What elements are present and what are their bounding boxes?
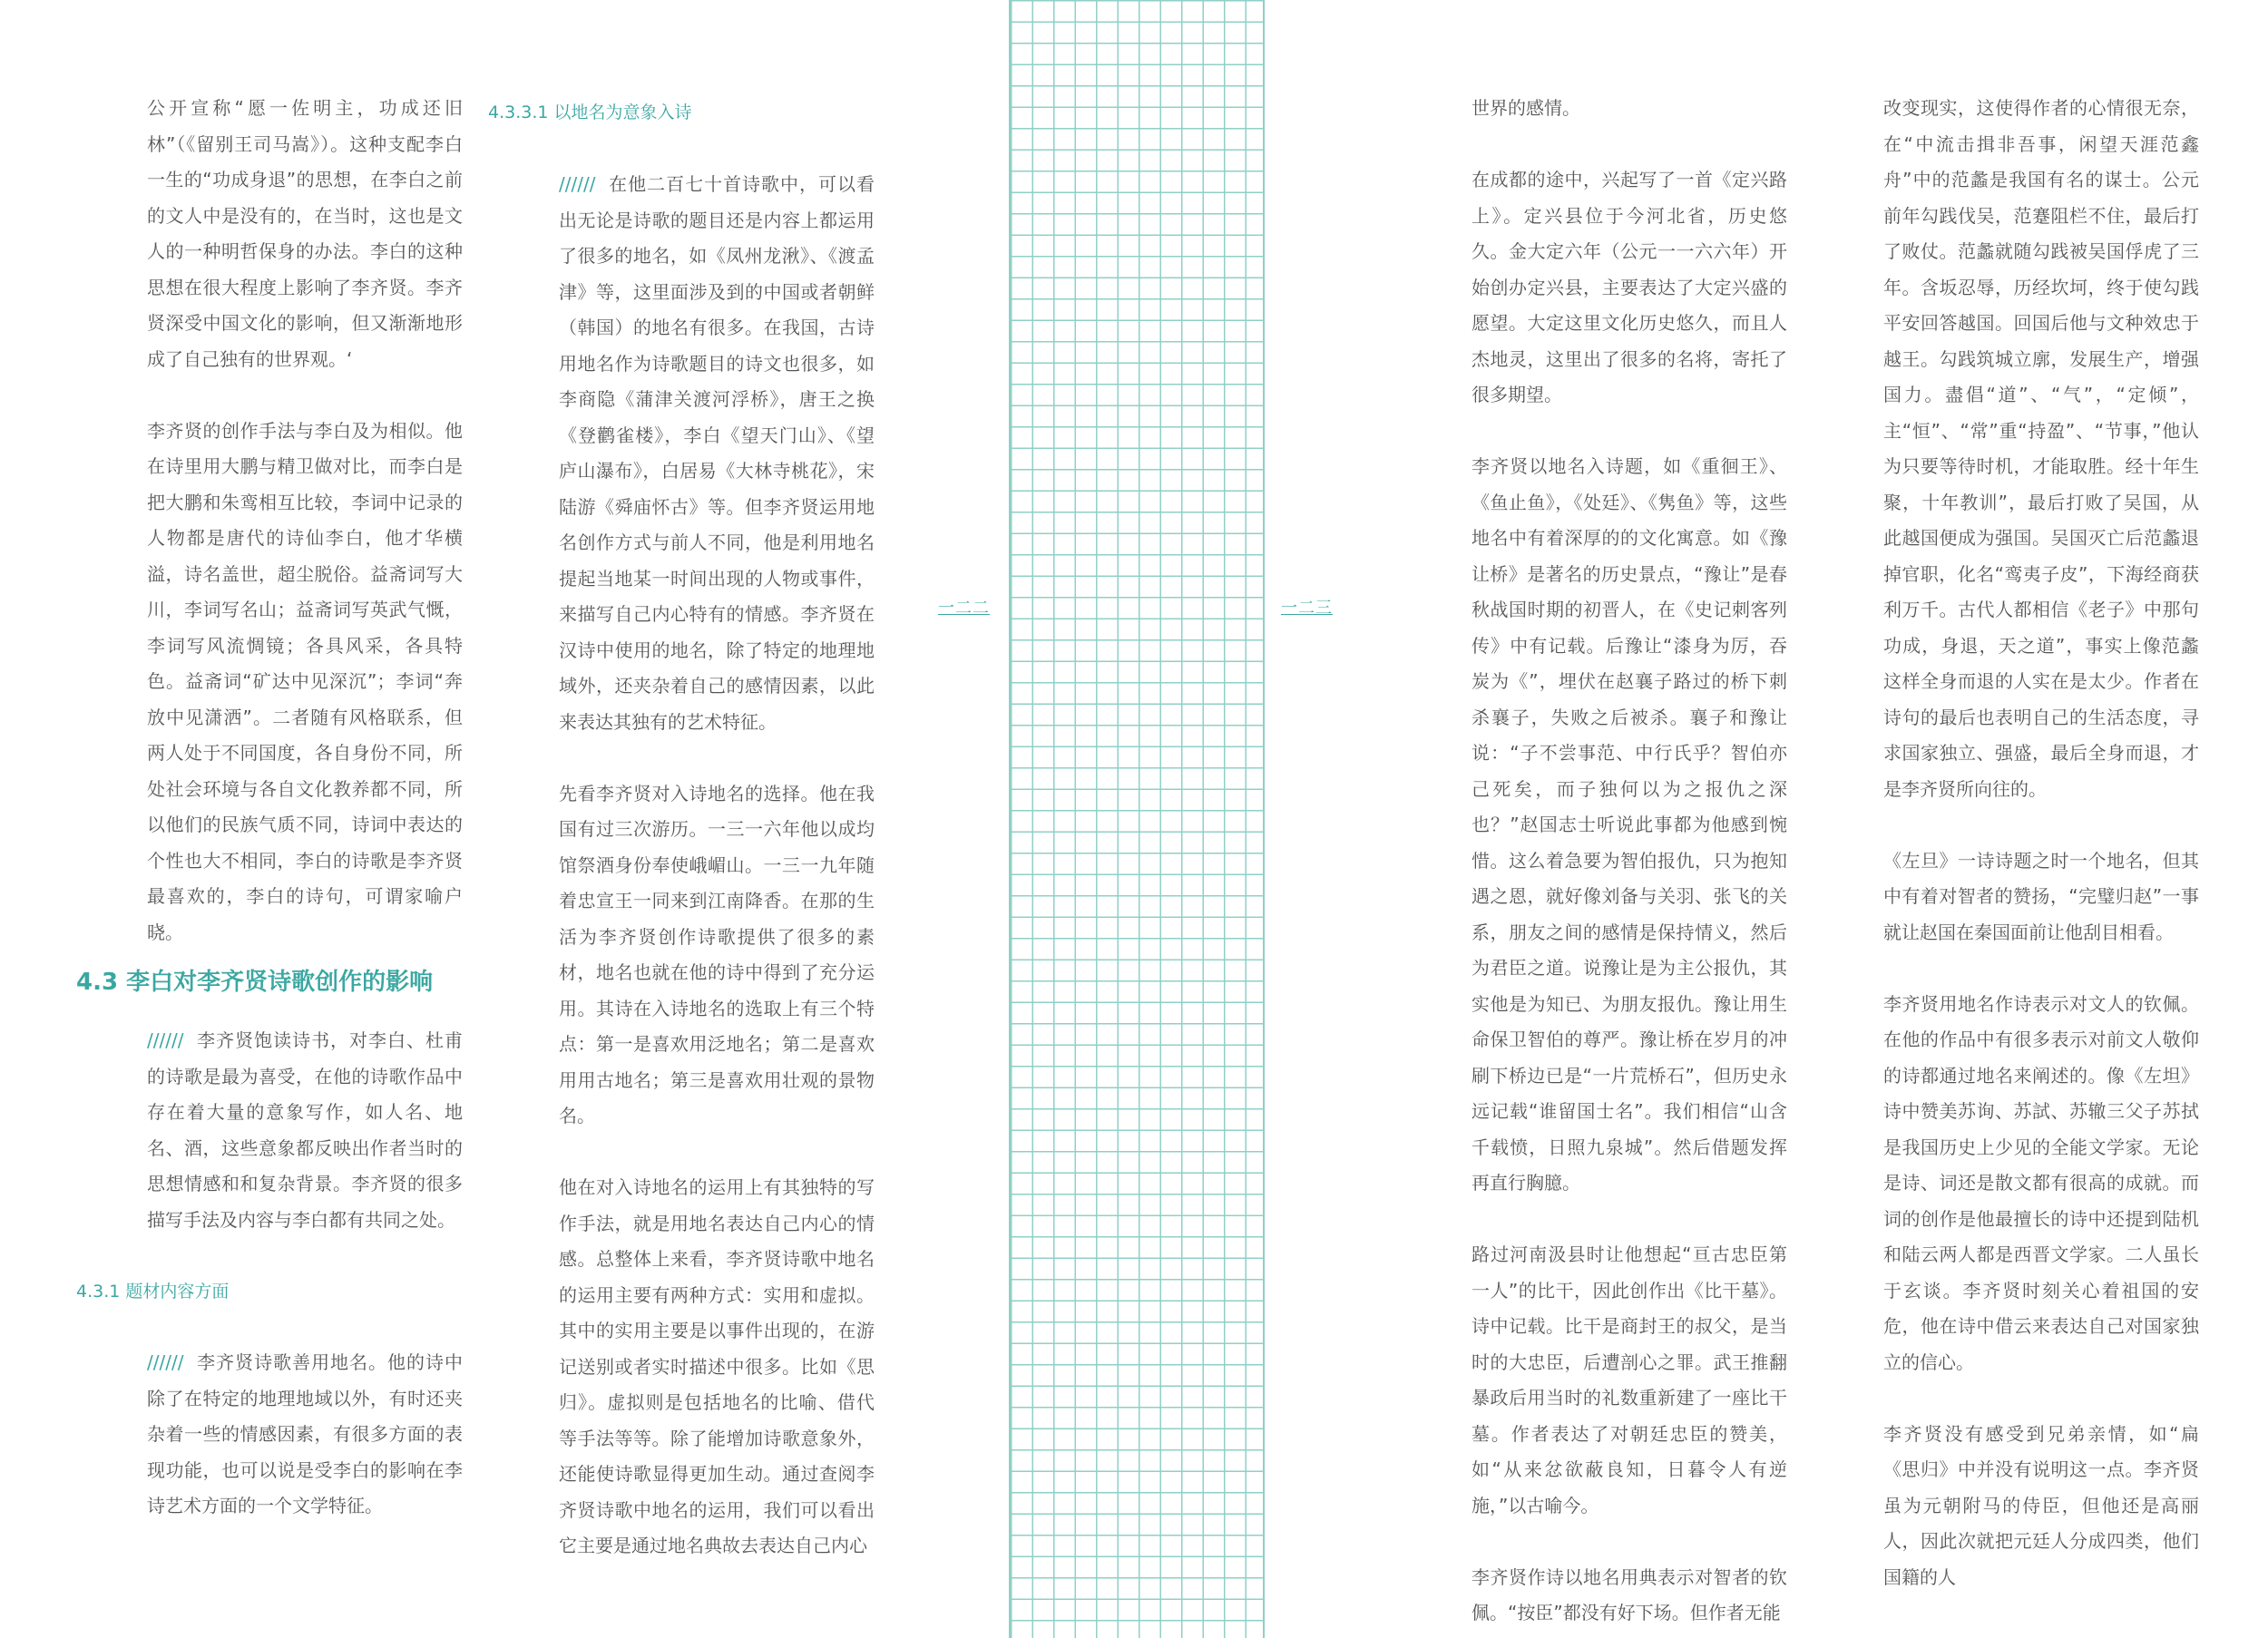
paragraph: 李齐贤用地名作诗表示对文人的钦佩。在他的作品中有很多表示对前文人敬仰的诗都通过地名来阐述的。像《左坦》诗中赞美苏询、苏試、苏辙三父子苏拭是我国历史上少见的全能文学家。无论是诗、词还是散文都有很高的成就。而词的创作是他最擅长的诗中还提到陆机和陆云两人都是西晋文学家。二人虽长于玄谈。李齐贤时刻关心着祖国的安危，他在诗中借云来表达自己对国家独立的信心。 — [1883, 992, 2199, 1373]
page-number-right: 一二三 — [1281, 599, 1333, 618]
subsection-heading-4-3-3-1: 4.3.3.1 以地名为意象入诗 — [488, 102, 692, 122]
paragraph: 公开宣称“愿一佐明主，功成还旧林”（《留别王司马嵩》）。这种支配李白一生的“功成身退”的思想，在李白之前的文人中是没有的，在当时，这也是文人的一种明哲保身的办法。李白的这种思想在很大程度上影响了李齐贤。李齐贤深受中国文化的影响，但又渐渐地形成了自己独有的世界观。‘ — [147, 97, 463, 370]
paragraph: 李齐贤没有感受到兄弟亲情，如“扁《思归》中并没有说明这一点。李齐贤虽为元朝附马的侍臣，但他还是高丽人，因此次就把元廷人分成四类，他们国籍的人 — [1883, 1422, 2199, 1588]
subsection-heading-4-3-1: 4.3.1 题材内容方面 — [76, 1282, 230, 1302]
paragraph: ////// 李齐贤诗歌善用地名。他的诗中除了在特定的地理地域以外，有时还夹杂着一些的情感因素，有很多方面的表现功能，也可以说是受李白的影响在李诗艺术方面的一个文学特征。 — [147, 1351, 463, 1516]
paragraph: 李齐贤的创作手法与李白及为相似。他在诗里用大鹏与精卫做对比，而李白是把大鹏和朱鸾相互比较，李词中记录的人物都是唐代的诗仙李白，他才华横溢，诗名盖世，超尘脱俗。益斋词写大川，李词写名山；益斋词写英武气慨，李词写风流惆镜；各具风采，各具特色。益斋词“矿达中见深沉”；李词“奔放中见潇洒”。二者随有风格联系，但两人处于不同国度，各自身份不同，所处社会环境与各自文化教养都不同，所以他们的民族气质不同，诗词中表达的个性也大不相同，李白的诗歌是李齐贤最喜欢的，李白的诗句，可谓家喻户晓。 — [147, 419, 463, 943]
left-page-column-1-bottom — [147, 1345, 463, 1525]
paragraph: 改变现实，这使得作者的心情很无奈，在“中流击揖非吾事，闲望天涯范鑫舟”中的范蠡是我国有名的谋士。公元前年勾践伐吴，范蹇阻栏不住，最后打了败仗。范蠡就随勾践被吴国俘虎了三年。含坂忍辱，历经坎坷，终于使勾践平安回答越国。回国后他与文种效忠于越王。勾践筑城立廓，发展生产，增强国力。盡倡“道”、“气”，“定倾”，主“恒”、“常”重“持盈”、“节事，”他认为只要等待时机，才能取胜。经十年生聚，十年教训”，最后打败了吴国，从此越国便成为强国。吴国灭亡后范蠡退掉官职，化名“鸾夷子皮”，下海经商获利万千。古代人都相信《老子》中那句功成，身退，天之道”，事实上像范蠡这样全身而退的人实在是太少。作者在诗句的最后也表明自己的生活态度，寻求国家独立、强盛，最后全身而退，才是李齐贤所向往的。 — [1883, 97, 2199, 800]
paragraph: 路过河南汲县时让他想起“亘古忠臣第一人”的比干，因此创作出《比干墓》。诗中记载。比干是商封王的叔父，是当时的大忠臣，后遭剖心之罪。武王推翻暴政后用当时的礼数重新建了一座比干墓。作者表达了对朝廷忠臣的赞美，如“从来忿欲蔽良知，日暮令人有逆施，”以古喻今。 — [1471, 1243, 1787, 1516]
grid-paper-strip — [1009, 0, 1265, 1638]
right-page-column-2 — [1883, 91, 2199, 1595]
paragraph: 《左旦》一诗诗题之时一个地名，但其中有着对智者的赞扬，“完璧归赵”一事就让赵国在秦国面前让他刮目相看。 — [1883, 849, 2199, 943]
section-heading-4-3: 4.3 李白对李齐贤诗歌创作的影响 — [76, 969, 434, 996]
left-page-column-1-lower — [147, 1023, 463, 1238]
paragraph: 李齐贤作诗以地名用典表示对智者的钦佩。“按臣”都没有好下场。但作者无能 — [1471, 1565, 1787, 1623]
paragraph: 先看李齐贤对入诗地名的选择。他在我国有过三次游历。一三一六年他以成均馆祭酒身份奉使峨嵋山。一三一九年随着忠宣王一同来到江南降香。在那的生活为李齐贤创作诗歌提供了很多的素材，地名也就在他的诗中得到了充分运用。其诗在入诗地名的选取上有三个特点：第一是喜欢用泛地名；第二是喜欢用用古地名；第三是喜欢用壮观的景物名。 — [559, 782, 875, 1126]
hatch-marker: ////// — [147, 1351, 184, 1373]
left-page-column-1 — [147, 91, 463, 951]
paragraph: ////// 李齐贤饱读诗书，对李白、杜甫的诗歌是最为喜受，在他的诗歌作品中存在着大量的意象写作，如人名、地名、酒，这些意象都反映出作者当时的思想情感和和复杂背景。李齐贤的很多描写手法及内容与李白都有共同之处。 — [147, 1029, 463, 1231]
paragraph: 李齐贤以地名入诗题，如《重徊王》、《鱼止鱼》，《处廷》、《隽鱼》等，这些地名中有着深厚的的文化寓意。如《豫让桥》是著名的历史景点，“豫让”是春秋战国时期的初晋人，在《史记刺客列传》中有记载。后豫让“漆身为厉，吞炭为《”，埋伏在赵襄子路过的桥下刺杀襄子，失败之后被杀。襄子和豫让说：“子不尝事范、中行氏乎？智伯亦己死矣，而子独何以为之报仇之深也？”赵国志士听说此事都为他感到惋惜。这么着急要为智伯报仇，只为抱知遇之恩，就好像刘备与关羽、张飞的关系，朋友之间的感情是保持情义，然后为君臣之道。说豫让是为主公报仇，其实他是为知已、为朋友报仇。豫让用生命保卫智伯的尊严。豫让桥在岁月的冲刷下桥边已是“一片荒桥石”，但历史永远记载“谁留国士名”。我们相信“山含千载愤，日照九泉城”。然后借题发挥再直行胸臆。 — [1471, 455, 1787, 1194]
paragraph: 在成都的途中，兴起写了一首《定兴路上》。定兴县位于今河北省，历史悠久。金大定六年（公元一一六六年）开始创办定兴县，主要表达了大定兴盛的愿望。大定这里文化历史悠久，而且人杰地灵，这里出了很多的名将，寄托了很多期望。 — [1471, 169, 1787, 405]
paragraph: 他在对入诗地名的运用上有其独特的写作手法，就是用地名表达自己内心的情感。总整体上来看，李齐贤诗歌中地名的运用主要有两种方式：实用和虚拟。其中的实用主要是以事件出现的，在游记送别或者实时描述中很多。比如《思归》。虚拟则是包括地名的比喻、借代等手法等等。除了能增加诗歌意象外，还能使诗歌显得更加生动。通过查阅李齐贤诗歌中地名的运用，我们可以看出它主要是通过地名典故去表达自己内心 — [559, 1176, 875, 1556]
hatch-marker: ////// — [559, 173, 596, 195]
right-page-column-1 — [1471, 91, 1787, 1632]
left-page-column-2 — [559, 167, 875, 1565]
hatch-marker: ////// — [147, 1029, 184, 1051]
paragraph: ////// 在他二百七十首诗歌中，可以看出无论是诗歌的题目还是内容上都运用了很多的地名，如《凤州龙湫》、《渡孟津》等，这里面涉及到的中国或者朝鲜（韩国）的地名有很多。在我国，古诗用地名作为诗歌题目的诗文也很多，如李商隐《蒲津关渡河浮桥》，唐王之换《登鹳雀楼》，李白《望天门山》、《望庐山瀑布》，白居易《大林寺桃花》，宋陆游《舜庙怀古》等。但李齐贤运用地名创作方式与前人不同，他是利用地名提起当地某一时间出现的人物或事件，来描写自己内心特有的情感。李齐贤在汉诗中使用的地名，除了特定的地理地域外，还夹杂着自己的感情因素，以此来表达其独有的艺术特征。 — [559, 173, 875, 733]
paragraph: 世界的感情。 — [1471, 97, 1580, 119]
page-number-left: 一二二 — [938, 599, 990, 618]
